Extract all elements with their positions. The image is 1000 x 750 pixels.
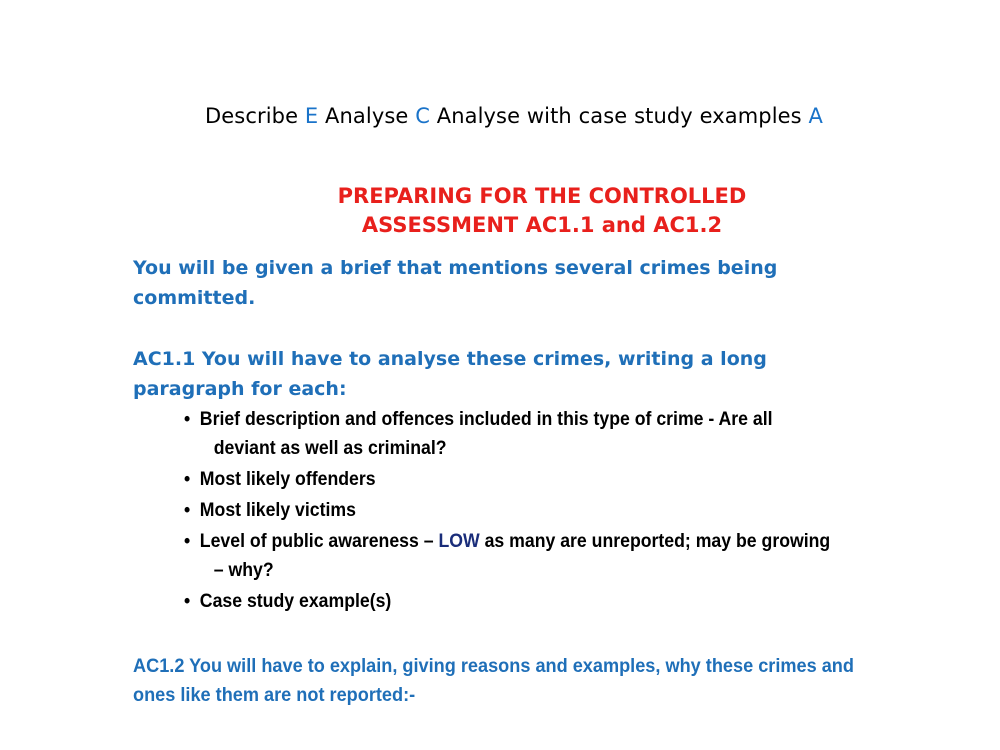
bullet-1-line-1: Brief description and offences included in this type of crime - Are all (199, 409, 773, 430)
low-emphasis: LOW (438, 531, 480, 552)
bullet-icon: • (184, 409, 191, 430)
brief-line-1: You will be given a brief that mentions several crimes being (133, 257, 778, 279)
grade-describe-label: Describe (205, 104, 299, 128)
bullet-icon: • (184, 469, 191, 490)
bullet-icon: • (184, 591, 191, 612)
grade-analyse-label: Analyse (325, 104, 409, 128)
ac11-bullet-list (184, 405, 909, 618)
bullet-4-pre: Level of public awareness – (199, 531, 439, 552)
grade-c-letter: C (415, 104, 430, 128)
ac12-line-1: AC1.2 You will have to explain, giving reasons and examples, why these crimes and (133, 655, 854, 677)
list-item (184, 587, 909, 616)
ac12-paragraph (133, 652, 951, 710)
bullet-4-line-2: – why? (213, 560, 274, 581)
grade-analyse-case-label: Analyse with case study examples (436, 104, 802, 128)
ac12-line-2: ones like them are not reported:- (133, 684, 416, 706)
bullet-icon: • (184, 500, 191, 521)
list-item (184, 527, 909, 585)
list-item (184, 496, 909, 525)
grade-e-letter: E (304, 104, 319, 128)
ac11-line-2: paragraph for each: (133, 378, 347, 400)
page-title (300, 182, 784, 240)
brief-line-2: committed. (133, 287, 256, 309)
ac11-paragraph (133, 344, 893, 404)
ac11-line-1: AC1.1 You will have to analyse these crimes, writing a long (133, 348, 767, 370)
bullet-3-text: Most likely victims (199, 500, 356, 521)
grade-key (205, 104, 823, 128)
grade-a-letter: A (808, 104, 823, 128)
title-line-1: PREPARING FOR THE CONTROLLED (337, 184, 747, 208)
list-item (184, 405, 909, 463)
list-item (184, 465, 909, 494)
bullet-icon: • (184, 531, 191, 552)
bullet-2-text: Most likely offenders (199, 469, 376, 490)
brief-paragraph (133, 253, 893, 313)
title-line-2: ASSESSMENT AC1.1 and AC1.2 (361, 213, 723, 237)
bullet-4-post: as many are unreported; may be growing (479, 531, 831, 552)
bullet-5-text: Case study example(s) (199, 591, 392, 612)
bullet-1-line-2: deviant as well as criminal? (213, 438, 447, 459)
